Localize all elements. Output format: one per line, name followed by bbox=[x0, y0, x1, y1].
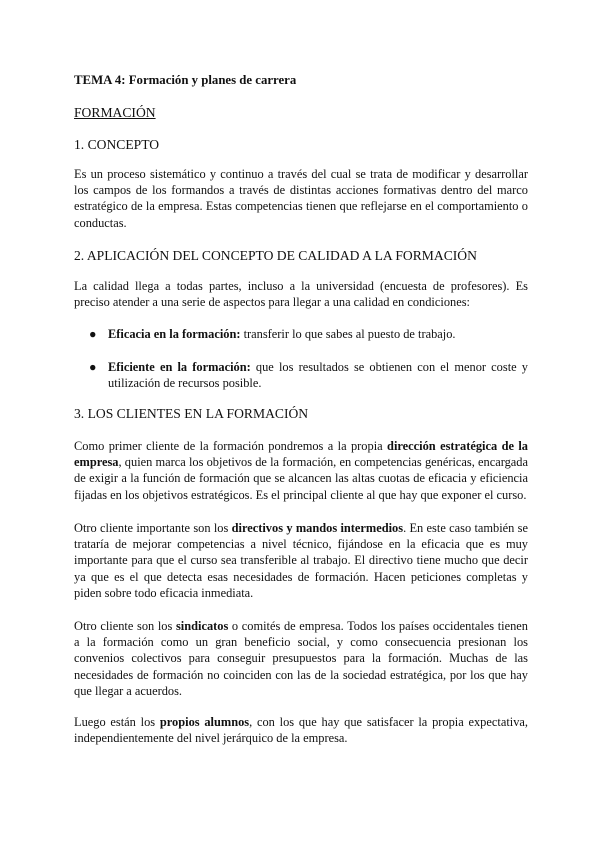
bullet-icon: ● bbox=[89, 360, 97, 375]
concept-paragraph: Es un proceso sistemático y continuo a través del cual se trata de modificar y desarrollar los campos de los formandos a través de distintas acciones formativas dentro del marco estratégico de la empresa. Estas competencias tienen que reflejarse en el comportamiento o conductas. bbox=[74, 167, 528, 230]
document-title: TEMA 4: Formación y planes de carrera bbox=[74, 73, 297, 87]
bullet-text: transferir lo que sabes al puesto de trabajo. bbox=[240, 327, 456, 341]
concept-heading: 1. CONCEPTO bbox=[74, 137, 160, 152]
bullet-term: Eficacia en la formación: bbox=[108, 327, 241, 341]
clients-paragraph-3: Otro cliente son los sindicatos o comités de empresa. Todos los países occidentales tienen a la formación como un gran beneficio social, y como consecuencia presionan los convenios colectivos para conseguir presupuestos para la formación. Muchas de las necesidades de formación no coinciden con las de la sociedad estratégica, por los que hay que llegar a acuerdos. bbox=[74, 619, 528, 698]
clients-paragraph-4: Luego están los propios alumnos, con los que hay que satisfacer la propia expectativa, independientemente del nivel jerárquico de la empresa. bbox=[74, 715, 528, 746]
clients-heading: 3. LOS CLIENTES EN LA FORMACIÓN bbox=[74, 406, 309, 421]
quality-bullet-list bbox=[74, 326, 528, 409]
clients-paragraph-1: Como primer cliente de la formación pondremos a la propia dirección estratégica de la empresa, quien marca los objetivos de la formación, en competencias genéricas, encargada de exigir a la función de formación que se alcancen las altas cuotas de eficacia y eficiencia fijadas en los objetivos estratégicos. Es el principal cliente al que hay que exponer el curso. bbox=[74, 439, 529, 502]
bullet-icon: ● bbox=[89, 327, 97, 341]
clients-paragraph-2: Otro cliente importante son los directivos y mandos intermedios. En este caso también se trataría de mejorar competencias a nivel técnico, fijándose en la eficacia que es muy importante para que el curso sea transferible al trabajo. El directivo tiene mucho que decir ya que es el que detecta esas necesidades de formación. Hacen peticiones completas y piden sobre todo eficacia inmediata. bbox=[74, 521, 528, 600]
quality-heading: 2. APLICACIÓN DEL CONCEPTO DE CALIDAD A LA FORMACIÓN bbox=[74, 248, 477, 263]
list-item bbox=[74, 326, 528, 342]
section-heading: FORMACIÓN bbox=[74, 105, 156, 120]
list-item bbox=[74, 359, 528, 391]
bullet-text: que los resultados se obtienen con el menor coste y utilización de recursos posible. bbox=[108, 360, 528, 391]
quality-paragraph: La calidad llega a todas partes, incluso a la universidad (encuesta de profesores). Es preciso atender a una serie de aspectos para llegar a una calidad en condiciones: bbox=[74, 279, 528, 310]
bullet-term: Eficiente en la formación: bbox=[108, 360, 251, 375]
